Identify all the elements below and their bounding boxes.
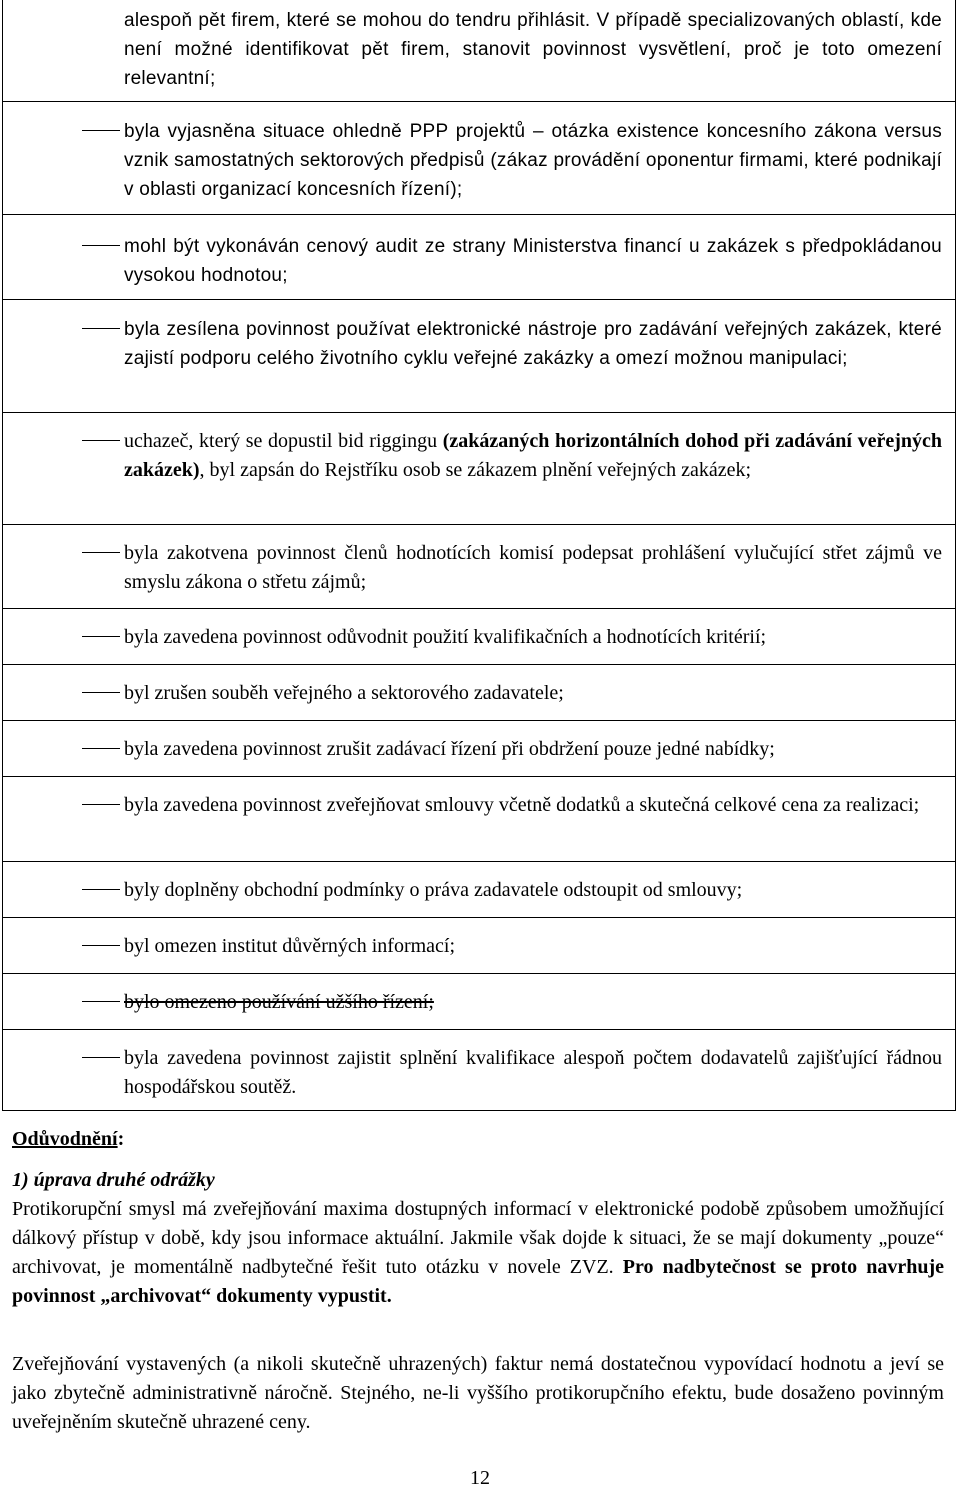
list-item-text: byla vyjasněna situace ohledně PPP projektů – otázka existence koncesního zákona versus vznik samostatných sektorových předpisů (zákaz provádění oponentur firmami, které podnikají v oblasti organizací koncesních řízení); bbox=[124, 121, 942, 200]
paragraph-text: Protikorupční smysl má zveřejňování maxima dostupných informací v elektronické podobě způsobem umožňující dálkový přístup v době, kdy jsou informace aktuální. Jakmile však dojde k situaci, že se mají dokumenty „pouze“ archivovat, je momentálně nadbytečné řešit tuto otázku v novele ZVZ. bbox=[12, 1198, 944, 1278]
dash-bullet-icon bbox=[82, 945, 120, 946]
dash-bullet-icon bbox=[82, 245, 120, 246]
justification-paragraph: Zveřejňování vystavených (a nikoli skutečně uhrazených) faktur nemá dostatečnou vypovídací hodnotu a jeví se jako zbytečně administrativně náročně. Stejného, ne-li vyššího protikorupčního efektu, bude dosaženo povinným uveřejněním skutečně uhrazené ceny. bbox=[12, 1353, 944, 1433]
list-item-text: byl omezen institut důvěrných informací; bbox=[124, 935, 456, 957]
dash-bullet-icon bbox=[82, 130, 120, 131]
list-item bbox=[3, 917, 955, 974]
list-item-text: byly doplněny obchodní podmínky o práva zadavatele odstoupit od smlouvy; bbox=[124, 879, 743, 901]
list-item-text: byl zrušen souběh veřejného a sektorového zadavatele; bbox=[124, 682, 564, 704]
justification-heading-text: Odůvodnění bbox=[12, 1128, 118, 1150]
list-item-text: byla zavedena povinnost zrušit zadávací řízení při obdržení pouze jedné nabídky; bbox=[124, 738, 775, 760]
list-item bbox=[3, 776, 955, 862]
amendment-list-table bbox=[2, 0, 956, 1111]
list-item-text: byla zavedena povinnost zajistit splnění kvalifikace alespoň počtem dodavatelů zajišťující řádnou hospodářskou soutěž. bbox=[124, 1047, 942, 1098]
list-item-text-part: uchazeč, který se dopustil bid riggingu bbox=[124, 430, 443, 452]
list-item-bold-text: (zakázaných horizontálních dohod při zadávání veřejných zakázek) bbox=[124, 430, 943, 481]
list-item bbox=[3, 664, 955, 721]
list-item bbox=[3, 973, 955, 1030]
list-item bbox=[3, 214, 955, 300]
justification-subheading: 1) úprava druhé odrážky bbox=[12, 1169, 215, 1191]
paragraph-bold-text: Pro nadbytečnost se proto navrhuje povinnost „archivovat“ dokumenty vypustit. bbox=[12, 1256, 944, 1307]
list-item bbox=[3, 299, 955, 413]
dash-bullet-icon bbox=[82, 328, 120, 329]
list-item bbox=[3, 524, 955, 609]
list-item bbox=[3, 412, 955, 525]
dash-bullet-icon bbox=[82, 804, 120, 805]
dash-bullet-icon bbox=[82, 552, 120, 553]
dash-bullet-icon bbox=[82, 636, 120, 637]
dash-bullet-icon bbox=[82, 889, 120, 890]
dash-bullet-icon bbox=[82, 440, 120, 441]
list-item-text-deleted: bylo omezeno používání užšího řízení; bbox=[124, 991, 434, 1013]
list-item bbox=[3, 720, 955, 777]
list-item-text-part: , byl zapsán do Rejstříku osob se zákazem plnění veřejných zakázek; bbox=[199, 459, 752, 481]
list-item-text: byla zavedena povinnost zveřejňovat smlouvy včetně dodatků a skutečná celkové cena za realizaci; bbox=[124, 794, 920, 816]
dash-bullet-icon bbox=[82, 1057, 120, 1058]
list-item bbox=[3, 1029, 955, 1111]
list-item-text: mohl být vykonáván cenový audit ze strany Ministerstva financí u zakázek s předpokládanou vysokou hodnotou; bbox=[124, 236, 942, 286]
dash-bullet-icon bbox=[82, 692, 120, 693]
justification-paragraph bbox=[12, 1195, 944, 1311]
list-item-text bbox=[124, 427, 942, 485]
list-item bbox=[3, 0, 955, 102]
list-item bbox=[3, 861, 955, 918]
list-item bbox=[3, 608, 955, 665]
list-item bbox=[3, 101, 955, 215]
list-item-text: byla zavedena povinnost odůvodnit použití kvalifikačních a hodnotících kritérií; bbox=[124, 626, 767, 648]
list-item-text: byla zesílena povinnost používat elektronické nástroje pro zadávání veřejných zakázek, které zajistí podporu celého životního cyklu veřejné zakázky a omezí možnou manipulaci; bbox=[124, 319, 942, 369]
dash-bullet-icon bbox=[82, 748, 120, 749]
page-number: 12 bbox=[470, 1467, 490, 1489]
justification-heading bbox=[12, 1125, 944, 1154]
justification-heading-colon: : bbox=[117, 1128, 125, 1150]
dash-bullet-icon bbox=[82, 1001, 120, 1002]
list-item-text: byla zakotvena povinnost členů hodnotících komisí podepsat prohlášení vylučující střet zájmů ve smyslu zákona o střetu zájmů; bbox=[124, 542, 942, 593]
list-item-text: alespoň pět firem, které se mohou do tendru přihlásit. V případě specializovaných oblastí, kde není možné identifikovat pět firem, stanovit povinnost vysvětlení, proč je toto omezení relevantní; bbox=[124, 10, 942, 89]
